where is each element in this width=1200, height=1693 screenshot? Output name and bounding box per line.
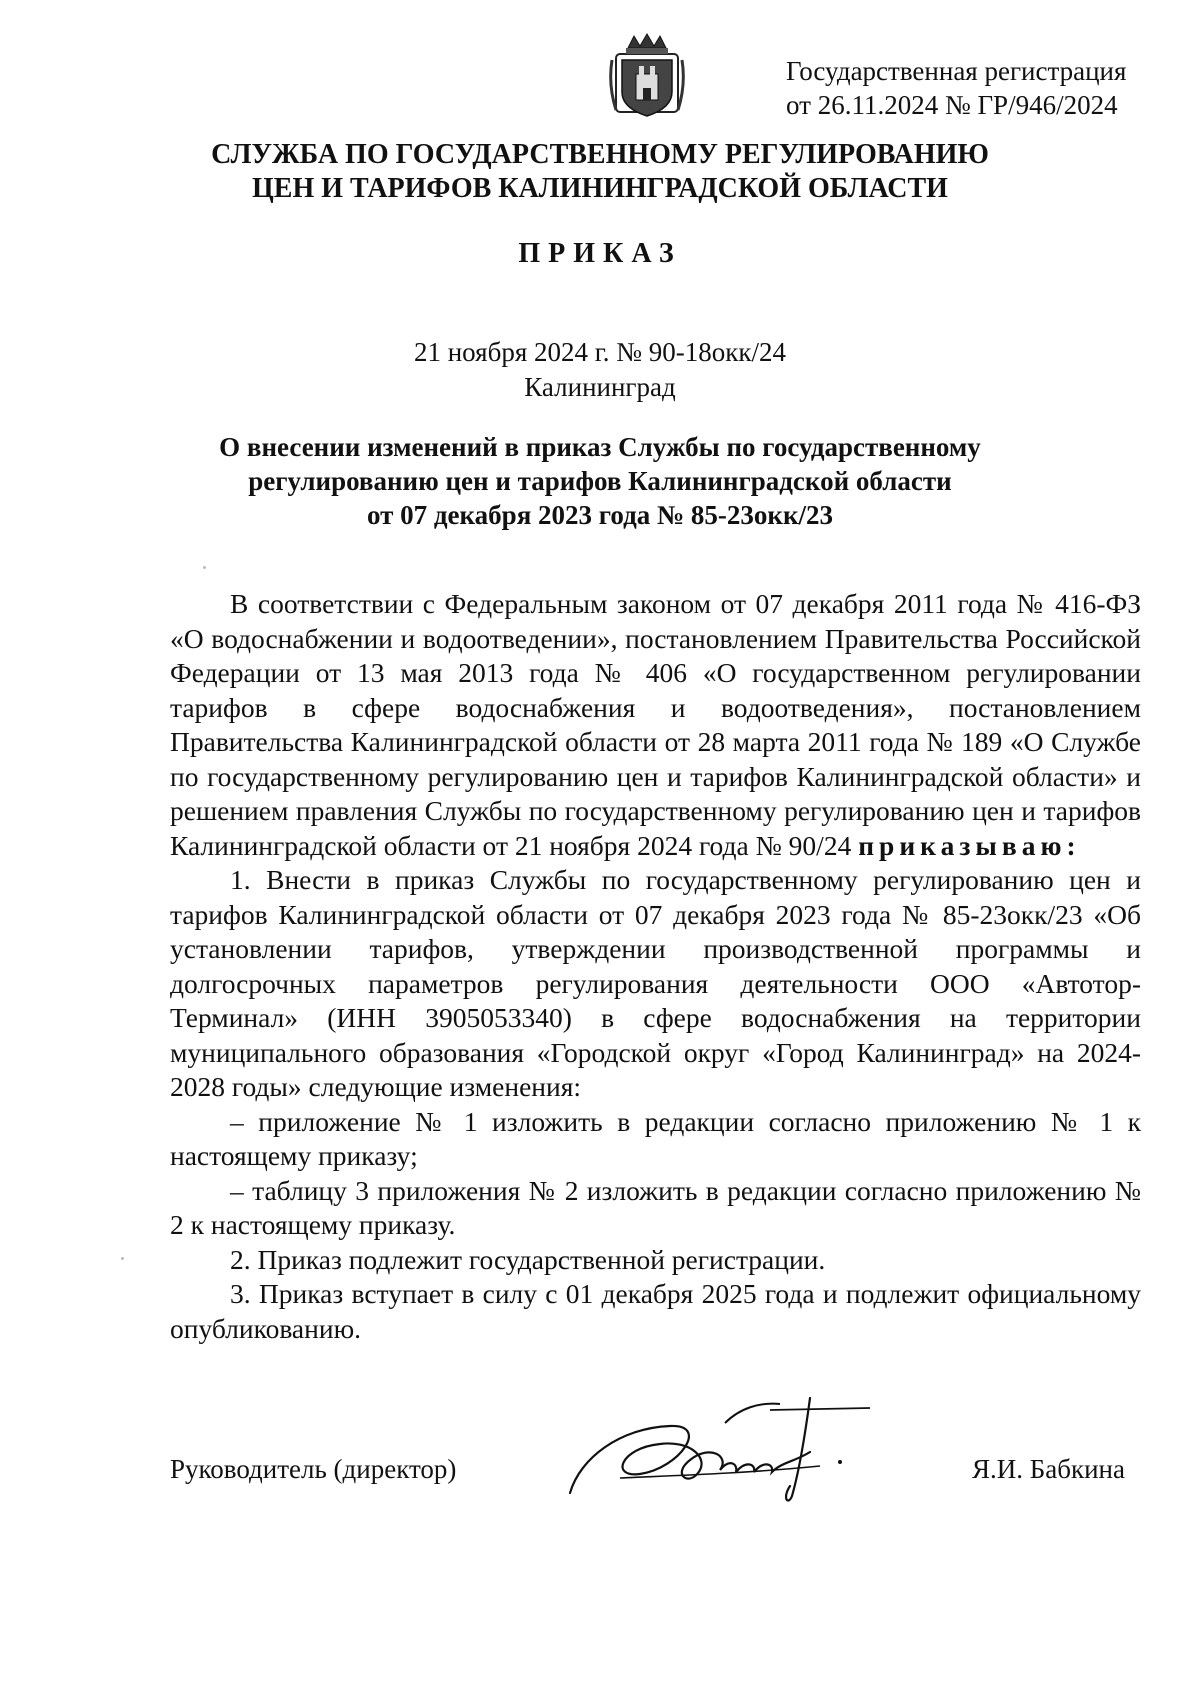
scan-speck [121,1257,124,1260]
document-type-heading: ПРИКАЗ [518,238,682,269]
signatory-name: Я.И. Бабкина [972,1454,1125,1484]
order-subject-line-3: от 07 декабря 2023 года № 85-23окк/23 [366,500,834,530]
agency-name-line-1: СЛУЖБА ПО ГОСУДАРСТВЕННОМУ РЕГУЛИРОВАНИЮ [211,139,989,170]
registration-line-1: Государственная регистрация [786,56,1127,86]
registration-line-2: от 26.11.2024 № ГР/946/2024 [786,90,1118,120]
item-1-sub-a: – приложение № 1 изложить в редакции согласно приложению № 1 к настоящему приказу; [170,1105,1141,1171]
order-city: Калининград [524,372,676,402]
order-meta [0,335,1200,405]
agency-name [0,138,1200,206]
handwritten-signature [560,1378,880,1513]
preamble-text: В соответствии с Федеральным законом от 07 декабря 2011 года № 416-ФЗ «О водоснабжении и водоотведении», постановлением Правительства Российской Федерации от 13 мая 2013 года № 406 «О государственном регулировании тарифов в сфере водоснабжения и водоотведения», постановлением Правительства Калининградской области от 28 марта 2011 года № 189 «О Службе по государственному регулированию цен и тарифов Калининградской области» и решением правления Службы по государственному регулированию цен и тарифов Калининградской области от 21 ноября 2024 года № 90/24 [170,588,1141,861]
agency-name-line-2: ЦЕН И ТАРИФОВ КАЛИНИНГРАДСКОЙ ОБЛАСТИ [252,173,948,204]
order-word: приказываю: [858,829,1081,861]
preamble-paragraph [170,587,1141,863]
item-2: 2. Приказ подлежит государственной регистрации. [230,1243,826,1275]
kaliningrad-coat-of-arms-icon [608,30,686,122]
scan-speck [203,566,206,569]
order-subject [0,430,1200,532]
order-subject-line-1: О внесении изменений в приказ Службы по государственному [219,432,981,462]
registration-stamp [786,54,1126,122]
order-subject-line-2: регулированию цен и тарифов Калининградской области [248,466,952,496]
order-date-number: 21 ноября 2024 г. № 90-18окк/24 [413,337,787,367]
order-body [170,587,1141,1346]
signatory-role: Руководитель (директор) [170,1454,457,1484]
item-3: 3. Приказ вступает в силу с 01 декабря 2025 года и подлежит официальному опубликованию. [170,1278,1141,1344]
item-1-sub-b: – таблицу 3 приложения № 2 изложить в редакции согласно приложению № 2 к настоящему приказу. [170,1174,1141,1240]
item-1: 1. Внести в приказ Службы по государственному регулированию цен и тарифов Калининградской области от 07 декабря 2023 года № 85-23окк/23 «Об установлении тарифов, утверждении производственной программы и долгосрочных параметров регулирования деятельности ООО «Автотор-Терминал» (ИНН 3905053340) в сфере водоснабжения на территории муниципального образования «Городской округ «Город Калининград» на 2024-2028 годы» следующие изменения: [170,864,1141,1102]
